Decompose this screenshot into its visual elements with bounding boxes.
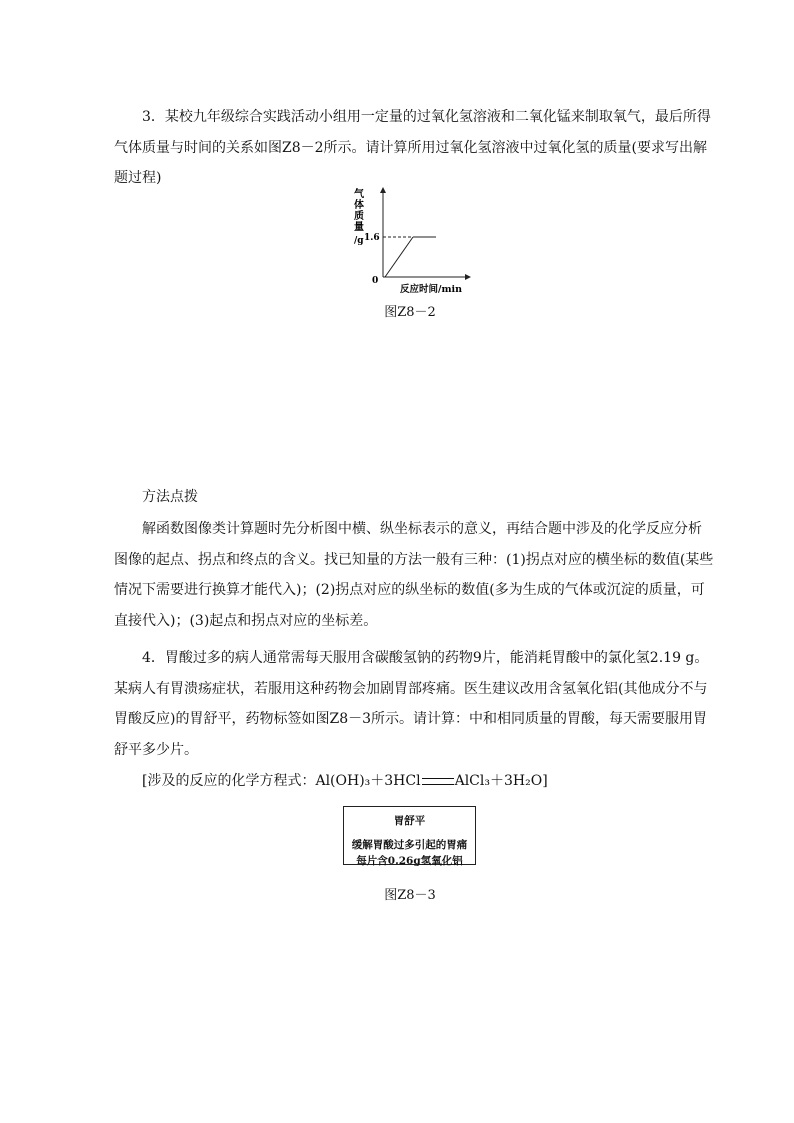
drug-label-line2: 每片含0.26g氢氧化铝 bbox=[356, 855, 463, 867]
figure-caption-z8-2: 图Z8－2 bbox=[384, 305, 436, 320]
equation-prefix: [涉及的反应的化学方程式： bbox=[142, 773, 316, 789]
origin-label: 0 bbox=[372, 276, 379, 286]
chemical-equation bbox=[142, 771, 702, 791]
equation-lhs: Al(OH)₃＋3HCl bbox=[315, 773, 421, 789]
y-label-char: 体 bbox=[354, 200, 364, 211]
method-title: 方法点拨 bbox=[142, 489, 198, 505]
drug-label-line1: 缓解胃酸过多引起的胃痛 bbox=[351, 839, 468, 851]
question-4: 4．胃酸过多的病人通常需每天服用含碳酸氢钠的药物9片，能消耗胃酸中的氯化氢2.19 g。某病人有胃溃疡症状，若服用这种药物会加剧胃部疼痛。医生建议改用含氢氧化铝(其他成分不与胃酸反应)的胃舒平，药物标签如图Z8－3所示。请计算：中和相同质量的胃酸，每天需要服用胃舒平多少片。 bbox=[114, 650, 709, 758]
y-label-char: 量 bbox=[354, 222, 364, 233]
x-axis-label: 反应时间/min bbox=[400, 284, 463, 295]
method-body: 解函数图像类计算题时先分析图中横、纵坐标表示的意义，再结合题中涉及的化学反应分析图像的起点、拐点和终点的含义。找已知量的方法一般有三种：(1)拐点对应的横坐标的数值(某些情况下需要进行换算才能代入)；(2)拐点对应的纵坐标的数值(多为生成的气体或沉淀的质量，可直接代入)；(3)起点和拐点对应的坐标差。 bbox=[114, 521, 714, 629]
equation-rhs: AlCl₃＋3H₂O] bbox=[454, 773, 548, 789]
drug-label bbox=[343, 806, 476, 865]
curve-rise bbox=[385, 237, 413, 277]
y-label-char: 气 bbox=[354, 189, 364, 200]
drug-label-title: 胃舒平 bbox=[393, 815, 426, 827]
y-label-char: /g bbox=[354, 236, 364, 246]
y-label-char: 质 bbox=[354, 211, 364, 222]
question-3: 3．某校九年级综合实践活动小组用一定量的过氧化氢溶液和二氧化锰来制取氧气，最后所得气体质量与时间的关系如图Z8－2所示。请计算所用过氧化氢溶液中过氧化氢的质量(要求写出解题过程) bbox=[114, 109, 711, 186]
gas-mass-graph bbox=[340, 180, 480, 300]
figure-caption-z8-3: 图Z8－3 bbox=[384, 888, 436, 903]
double-line-arrow bbox=[422, 778, 454, 785]
y-tick-label: 1.6 bbox=[364, 233, 380, 243]
